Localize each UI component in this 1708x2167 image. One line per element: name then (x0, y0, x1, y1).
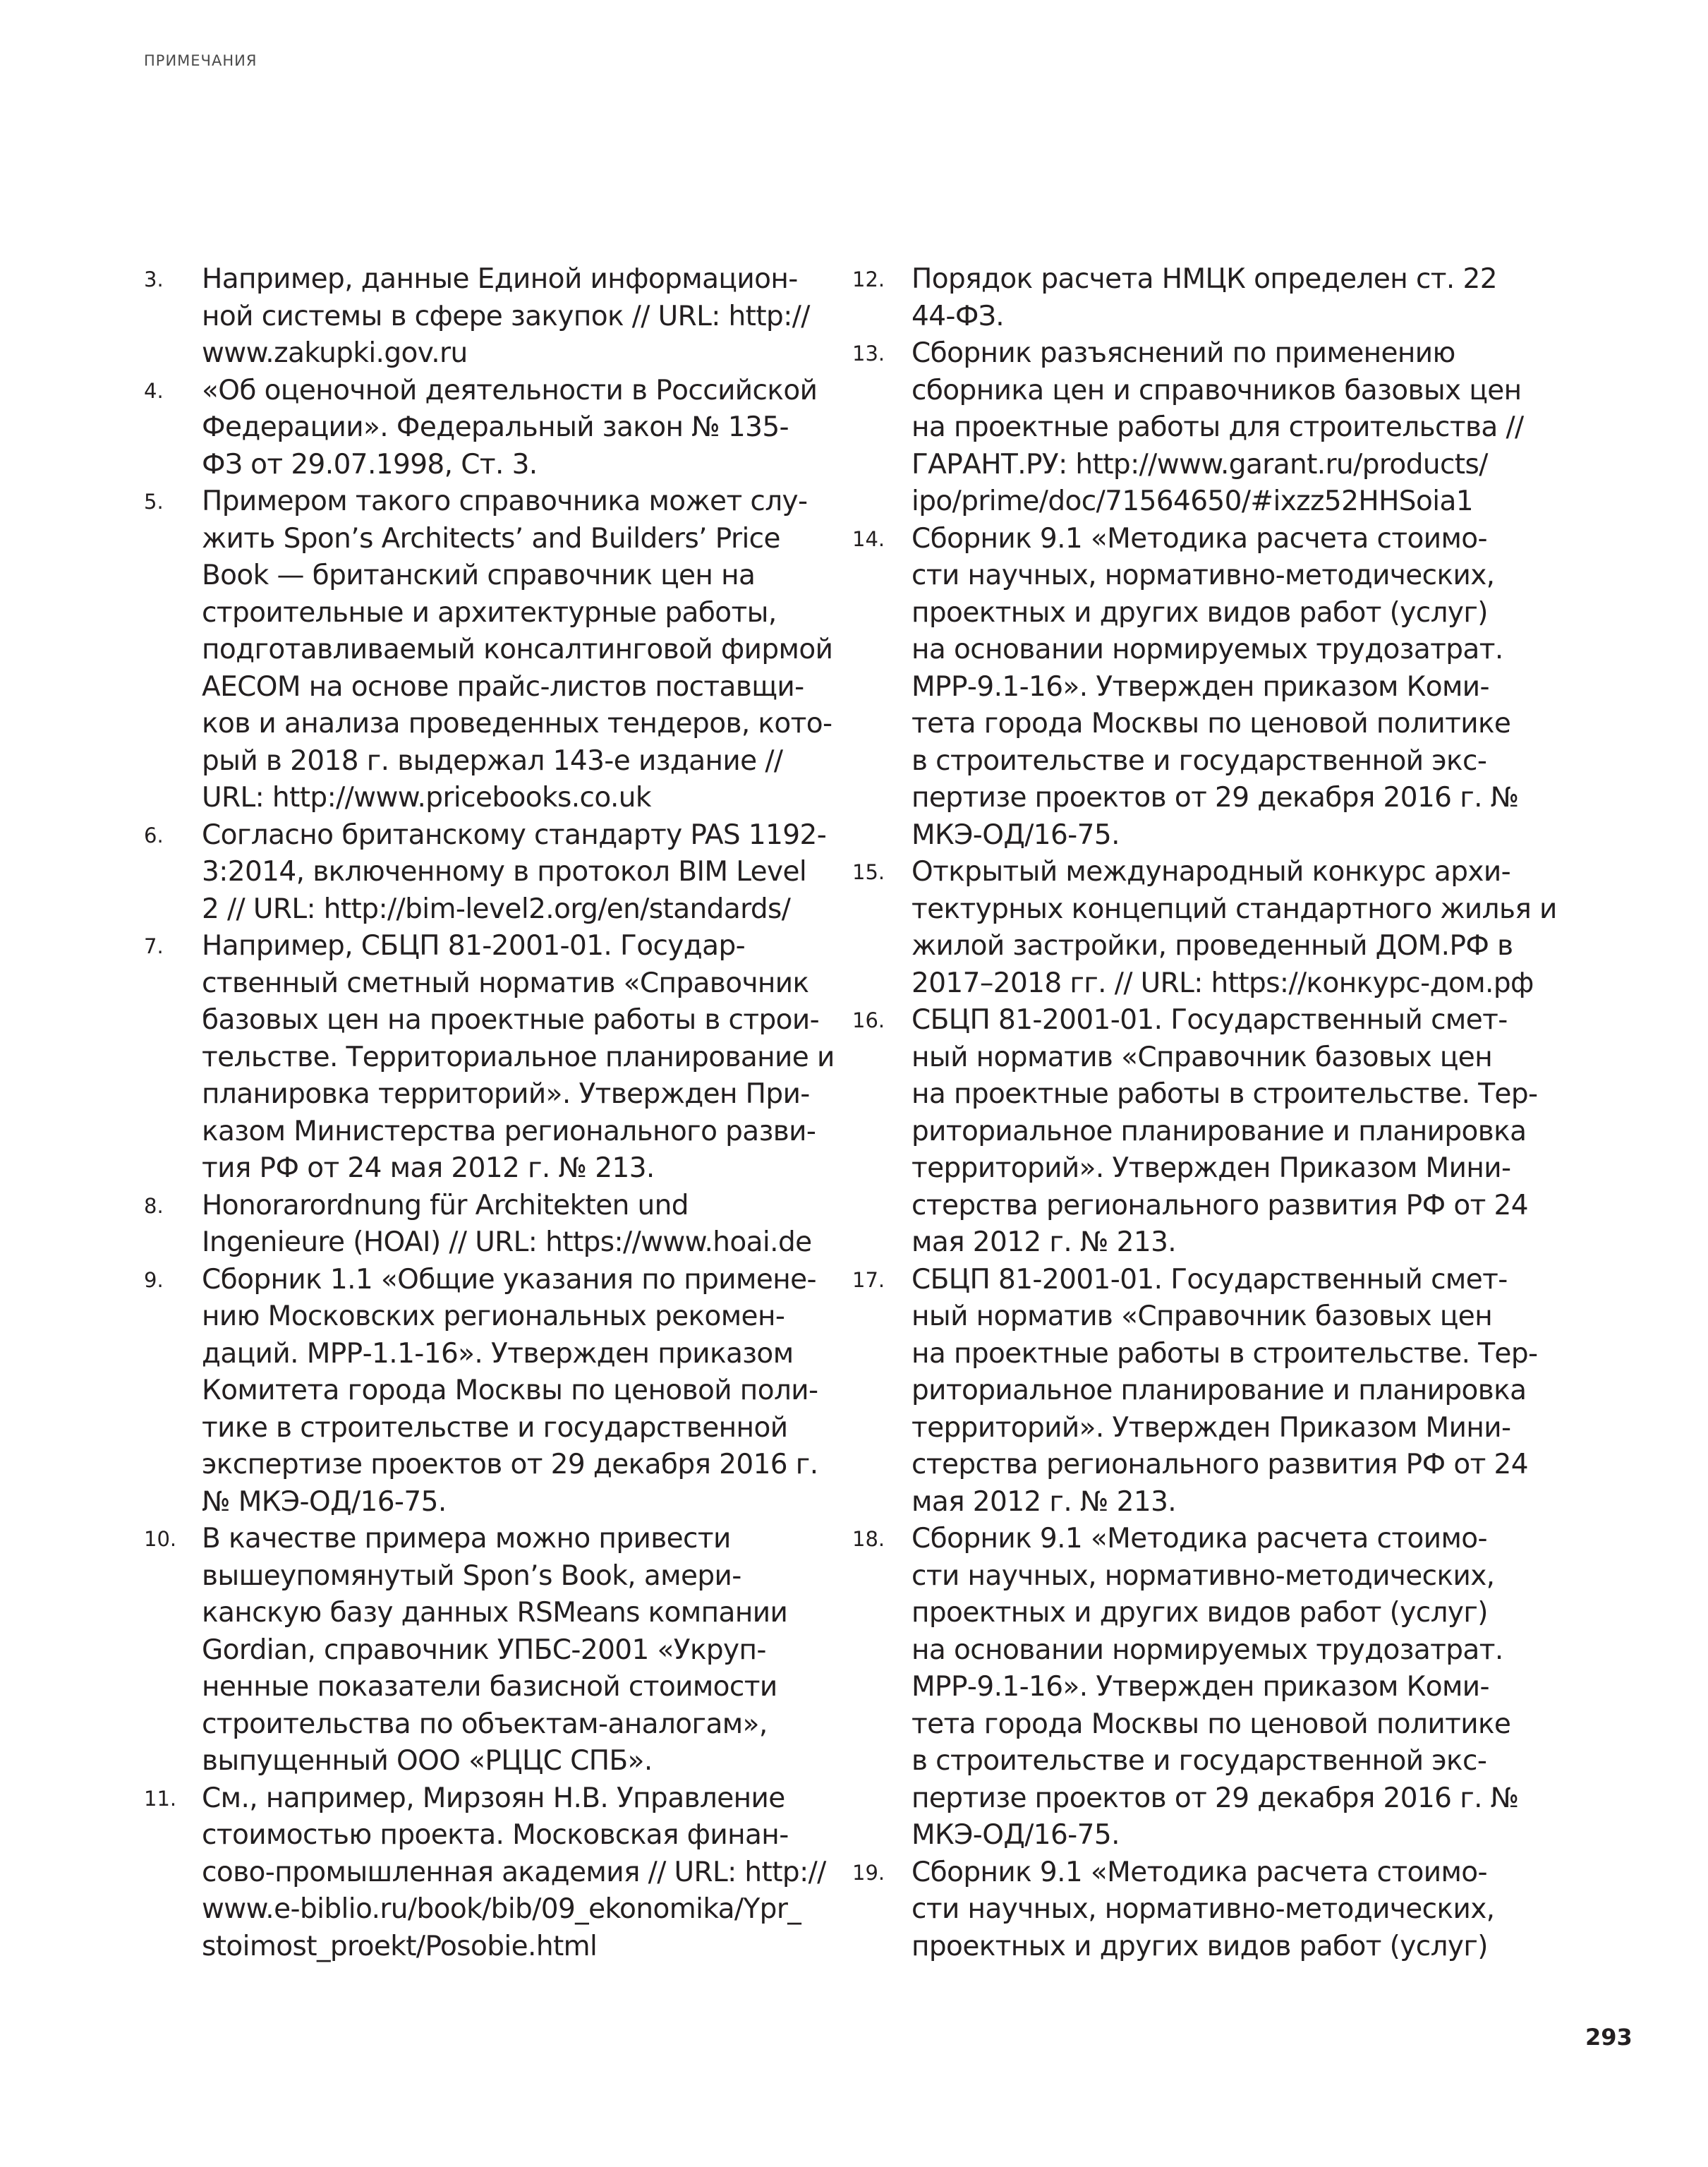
note-text (202, 373, 817, 484)
note-number: 19. (852, 1860, 885, 1885)
note-text-line: ipo/prime/doc/71564650/#ixzz52HHSoia1 (911, 485, 1473, 517)
note-text-line: сово-промышленная академия // URL: http:// (202, 1856, 826, 1888)
note-number: 14. (852, 526, 885, 551)
note-text (911, 1521, 1519, 1854)
note-number: 16. (852, 1008, 885, 1032)
note-text-line: ственный сметный норматив «Справочник (202, 967, 809, 999)
note-item (852, 1002, 1551, 1262)
note-text (911, 335, 1524, 521)
note-number: 11. (144, 1786, 177, 1811)
note-text-line: проектных и других видов работ (услуг) (911, 1930, 1488, 1962)
note-text-line: См., например, Мирзоян Н.В. Управление (202, 1782, 785, 1814)
note-text-line: ФЗ от 29.07.1998, Ст. 3. (202, 448, 538, 481)
note-text-line: ной системы в сфере закупок // URL: http:// (202, 300, 810, 332)
note-text (911, 521, 1519, 855)
note-text-line: Сборник 9.1 «Методика расчета стоимо- (911, 522, 1488, 555)
note-text-line: базовых цен на проектные работы в строи- (202, 1004, 820, 1036)
note-item (144, 1188, 828, 1262)
note-text (202, 261, 810, 373)
note-text-line: сти научных, нормативно-методических, (911, 1559, 1495, 1592)
note-text-line: Например, данные Единой информацион- (202, 263, 798, 295)
note-item (144, 373, 828, 484)
note-text-line: ГАРАНТ.РУ: http://www.garant.ru/products/ (911, 448, 1488, 481)
note-text-line: В качестве примера можно привести (202, 1523, 731, 1555)
note-text-line: строительства по объектам-аналогам», (202, 1708, 768, 1740)
note-text-line: тия РФ от 24 мая 2012 г. № 213. (202, 1152, 655, 1184)
note-text (911, 1002, 1537, 1262)
note-text-line: выпущенный ООО «РЦЦС СПБ». (202, 1745, 653, 1777)
note-text-line: ков и анализа проведенных тендеров, кото- (202, 708, 832, 740)
note-text-line: тике в строительстве и государственной (202, 1411, 788, 1444)
note-text (911, 1262, 1537, 1521)
note-text-line: Book — британский справочник цен на (202, 560, 756, 591)
note-text-line: 44-ФЗ. (911, 300, 1005, 332)
note-text-line: Комитета города Москвы по ценовой поли- (202, 1375, 818, 1406)
note-text-line: № МКЭ-ОД/16-75. (202, 1485, 447, 1518)
note-text-line: рый в 2018 г. выдержал 143-е издание // (202, 744, 783, 777)
note-text-line: казом Министерства регионального разви- (202, 1115, 816, 1147)
note-text-line: МКЭ-ОД/16-75. (911, 1819, 1120, 1851)
note-text-line: мая 2012 г. № 213. (911, 1226, 1177, 1258)
note-text-line: проектных и других видов работ (услуг) (911, 596, 1488, 629)
note-text-line: пертизе проектов от 29 декабря 2016 г. № (911, 782, 1519, 814)
note-text-line: stoimost_proekt/Posobie.html (202, 1930, 598, 1962)
note-text-line: СБЦП 81-2001-01. Государственный смет- (911, 1004, 1508, 1036)
note-item (144, 1262, 828, 1521)
note-text (202, 1780, 826, 1966)
note-number: 18. (852, 1527, 885, 1551)
note-text-line: планировка территорий». Утвержден При- (202, 1078, 810, 1110)
note-text (202, 928, 835, 1188)
note-item (144, 261, 828, 373)
note-text-line: вышеупомянутый Spon’s Book, амери- (202, 1559, 741, 1592)
note-item (144, 1521, 828, 1780)
note-item (852, 1262, 1551, 1521)
note-text-line: СБЦП 81-2001-01. Государственный смет- (911, 1263, 1508, 1296)
note-text-line: Сборник 1.1 «Общие указания по примене- (202, 1263, 817, 1296)
note-text (202, 817, 826, 929)
note-text-line: тета города Москвы по ценовой политике (911, 708, 1511, 740)
note-item (144, 928, 835, 1188)
note-text-line: Порядок расчета НМЦК определен ст. 22 (911, 263, 1497, 295)
note-text-line: МКЭ-ОД/16-75. (911, 819, 1120, 851)
note-text-line: в строительстве и государственной экс- (911, 744, 1487, 777)
page-number: 293 (1585, 2024, 1633, 2051)
note-text-line: Федерации». Федеральный закон № 135- (202, 411, 789, 443)
note-text-line: ный норматив «Справочник базовых цен (911, 1300, 1493, 1332)
note-text-line: тектурных концепций стандартного жилья и (911, 893, 1557, 925)
note-text-line: даций. МРР-1.1-16». Утвержден приказом (202, 1337, 794, 1370)
note-text-line: территорий». Утвержден Приказом Мини- (911, 1152, 1511, 1184)
note-text-line: стерства регионального развития РФ от 24 (911, 1189, 1528, 1221)
running-header: ПРИМЕЧАНИЯ (144, 52, 258, 69)
notes-column-right (852, 261, 1557, 1965)
note-text-line: Honorarordnung für Architekten und (202, 1189, 689, 1221)
note-number: 7. (144, 934, 164, 958)
note-text-line: нию Московских региональных рекомен- (202, 1300, 785, 1332)
note-text (911, 261, 1497, 335)
note-number: 9. (144, 1267, 164, 1292)
note-text-line: на проектные работы в строительстве. Тер- (911, 1078, 1538, 1110)
note-number: 10. (144, 1527, 177, 1551)
note-text-line: на основании нормируемых трудозатрат. (911, 1634, 1503, 1666)
note-text-line: МРР-9.1-16». Утвержден приказом Коми- (911, 1671, 1490, 1703)
note-text-line: тета города Москвы по ценовой политике (911, 1708, 1511, 1740)
note-text-line: территорий». Утвержден Приказом Мини- (911, 1411, 1511, 1444)
note-number: 13. (852, 342, 885, 366)
note-text-line: пертизе проектов от 29 декабря 2016 г. № (911, 1782, 1519, 1814)
note-number: 3. (144, 267, 164, 291)
note-text-line: Согласно британскому стандарту PAS 1192- (202, 819, 827, 851)
note-text (202, 1262, 818, 1521)
note-text-line: AECOM на основе прайс-листов поставщи- (202, 670, 804, 703)
notes-column-left (144, 261, 835, 1965)
note-text-line: Сборник 9.1 «Методика расчета стоимо- (911, 1523, 1488, 1555)
note-text-line: Gordian, справочник УПБС-2001 «Укруп- (202, 1634, 766, 1666)
note-item (852, 335, 1551, 521)
note-text-line: Например, СБЦП 81-2001-01. Государ- (202, 930, 746, 962)
note-text-line: тельстве. Территориальное планирование и (202, 1041, 835, 1073)
note-number: 8. (144, 1193, 164, 1218)
note-text-line: 3:2014, включенному в протокол BIM Level (202, 856, 807, 888)
note-text-line: риториальное планирование и планировка (911, 1375, 1527, 1406)
note-item (144, 1780, 828, 1966)
note-text-line: сборника цен и справочников базовых цен (911, 374, 1522, 406)
note-text-line: 2017–2018 гг. // URL: https://конкурс-дом.рф (911, 967, 1534, 999)
note-text-line: www.e-biblio.ru/book/bib/09_ekonomika/Ypr_ (202, 1893, 801, 1925)
note-text-line: www.zakupki.gov.ru (202, 337, 468, 369)
note-text-line: Примером такого справочника может слу- (202, 485, 808, 517)
note-text-line: Ingenieure (HOAI) // URL: https://www.hoai.de (202, 1226, 812, 1258)
note-item (852, 1521, 1551, 1854)
note-text-line: на основании нормируемых трудозатрат. (911, 634, 1503, 665)
note-text-line: Открытый международный конкурс архи- (911, 856, 1511, 888)
note-number: 15. (852, 860, 885, 884)
note-text (911, 1854, 1494, 1966)
note-text-line: ненные показатели базисной стоимости (202, 1671, 777, 1703)
note-text-line: подготавливаемый консалтинговой фирмой (202, 634, 833, 665)
note-text-line: экспертизе проектов от 29 декабря 2016 г. (202, 1449, 818, 1480)
note-text-line: проектных и других видов работ (услуг) (911, 1597, 1488, 1629)
note-text-line: ный норматив «Справочник базовых цен (911, 1041, 1493, 1073)
note-text-line: канскую базу данных RSMeans компании (202, 1597, 788, 1629)
note-number: 17. (852, 1267, 885, 1292)
note-text-line: «Об оценочной деятельности в Российской (202, 374, 818, 406)
note-item (852, 521, 1551, 855)
note-number: 4. (144, 378, 164, 403)
note-item (144, 817, 828, 929)
note-text-line: Сборник разъяснений по применению (911, 337, 1455, 369)
note-text-line: жилой застройки, проведенный ДОМ.РФ в (911, 930, 1513, 962)
note-text (202, 1188, 812, 1262)
note-number: 6. (144, 823, 164, 847)
note-text (202, 483, 832, 817)
note-text-line: сти научных, нормативно-методических, (911, 560, 1495, 591)
note-text-line: стоимостью проекта. Московская финан- (202, 1819, 789, 1851)
note-text (202, 1521, 787, 1780)
note-item (852, 1854, 1551, 1966)
note-text-line: URL: http://www.pricebooks.co.uk (202, 782, 651, 814)
note-text-line: на проектные работы в строительстве. Тер- (911, 1337, 1538, 1370)
note-text-line: мая 2012 г. № 213. (911, 1485, 1177, 1518)
note-text-line: сти научных, нормативно-методических, (911, 1893, 1495, 1925)
note-text-line: на проектные работы для строительства // (911, 411, 1524, 443)
note-text-line: жить Spon’s Architects’ and Builders’ Price (202, 522, 780, 555)
note-text-line: в строительстве и государственной экс- (911, 1745, 1487, 1777)
note-text-line: Сборник 9.1 «Методика расчета стоимо- (911, 1856, 1488, 1888)
note-text-line: МРР-9.1-16». Утвержден приказом Коми- (911, 670, 1490, 703)
note-text-line: риториальное планирование и планировка (911, 1115, 1527, 1147)
note-item (144, 483, 833, 817)
note-text-line: 2 // URL: http://bim-level2.org/en/standards/ (202, 893, 791, 925)
note-item (852, 261, 1551, 335)
note-number: 5. (144, 490, 164, 514)
note-text-line: строительные и архитектурные работы, (202, 596, 777, 629)
note-text (911, 854, 1557, 1002)
note-number: 12. (852, 267, 885, 291)
note-text-line: стерства регионального развития РФ от 24 (911, 1449, 1528, 1480)
note-item (852, 854, 1557, 1002)
